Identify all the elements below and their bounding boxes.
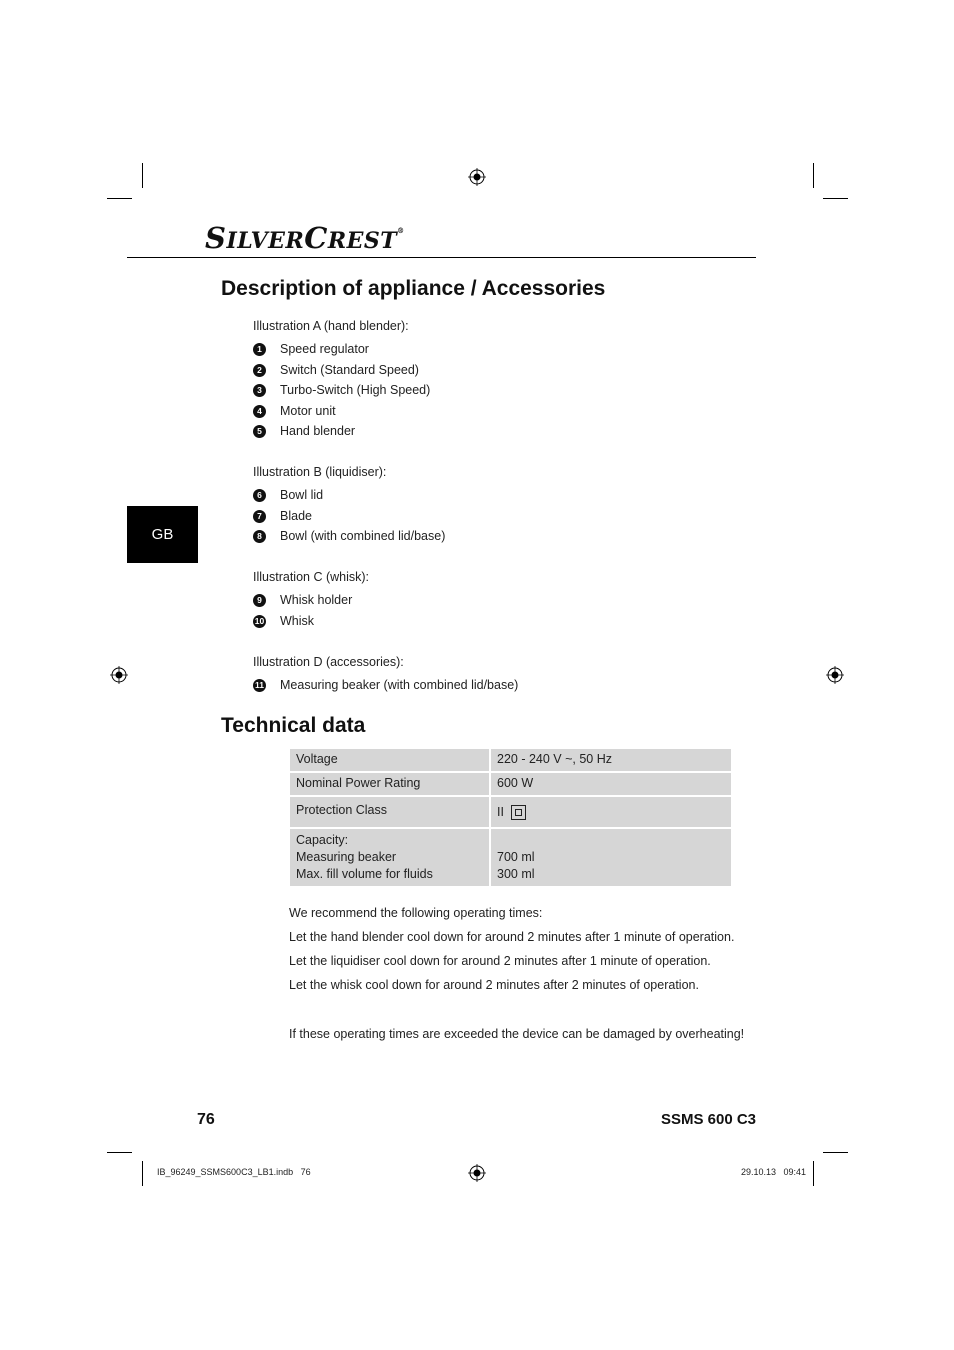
- table-cell-label: [290, 829, 489, 886]
- part-number-badge: 2: [253, 364, 266, 377]
- section-title: Technical data: [221, 714, 366, 737]
- part-label: Bowl (with combined lid/base): [280, 529, 446, 543]
- part-label: Whisk holder: [280, 593, 353, 607]
- operating-note: Let the hand blender cool down for around 2 minutes after 1 minute of operation.: [289, 930, 735, 944]
- crop-mark: [823, 1152, 848, 1153]
- part-number-badge: 5: [253, 425, 266, 438]
- crop-mark: [142, 163, 143, 188]
- part-label: Bowl lid: [280, 488, 324, 502]
- part-number-badge: 8: [253, 530, 266, 543]
- illustration-heading: Illustration C (whisk):: [253, 570, 369, 584]
- illustration-heading: Illustration A (hand blender):: [253, 319, 409, 333]
- capacity-value: 300 ml: [497, 867, 535, 881]
- operating-note: Let the whisk cool down for around 2 minutes after 2 minutes of operation.: [289, 978, 699, 992]
- table-row: [290, 829, 731, 886]
- double-insulation-icon: [511, 805, 526, 820]
- crop-mark: [107, 198, 132, 199]
- capacity-value: [497, 832, 725, 849]
- part-label: Switch (Standard Speed): [280, 362, 419, 377]
- table-row: [290, 797, 731, 827]
- part-label: Measuring beaker (with combined lid/base): [280, 678, 519, 692]
- part-label: Speed regulator: [280, 342, 369, 356]
- crop-mark: [813, 1161, 814, 1186]
- technical-data-table: [290, 749, 731, 888]
- crop-mark: [107, 1152, 132, 1153]
- part-label: Blade: [280, 508, 312, 523]
- registration-mark-icon: [468, 1164, 486, 1182]
- part-label: Motor unit: [280, 403, 336, 418]
- model-number: SSMS 600 C3: [660, 1111, 756, 1128]
- capacity-label: Capacity:: [296, 833, 349, 847]
- page-number: 76: [197, 1111, 215, 1128]
- part-number-badge: 3: [253, 384, 266, 397]
- table-cell-label: Nominal Power Rating: [290, 773, 489, 795]
- capacity-sublabel: Max. fill volume for fluids: [296, 867, 433, 881]
- table-cell-label: Protection Class: [290, 797, 489, 827]
- illustration-heading: Illustration D (accessories):: [253, 655, 404, 669]
- table-cell-value: [491, 797, 731, 827]
- crop-mark: [813, 163, 814, 188]
- header-rule: [127, 257, 756, 258]
- registration-mark-icon: [826, 666, 844, 684]
- language-tab: GB: [127, 506, 198, 563]
- crop-mark: [823, 198, 848, 199]
- part-label: Turbo-Switch (High Speed): [280, 383, 431, 397]
- table-cell-value: 220 - 240 V ~, 50 Hz: [491, 749, 731, 771]
- section-title: Description of appliance / Accessories: [221, 277, 606, 300]
- capacity-sublabel: Measuring beaker: [296, 850, 397, 864]
- table-row: [290, 749, 731, 771]
- operating-note: We recommend the following operating times:: [289, 906, 543, 920]
- capacity-value: 700 ml: [497, 850, 535, 864]
- protection-class-value: II: [497, 805, 504, 819]
- table-cell-value: 600 W: [491, 773, 731, 795]
- operating-note: Let the liquidiser cool down for around 2 minutes after 1 minute of operation.: [289, 954, 711, 968]
- illustration-heading: Illustration B (liquidiser):: [253, 465, 387, 479]
- registration-mark-icon: [110, 666, 128, 684]
- brand-logo: SILVERCREST®: [205, 221, 405, 255]
- part-number-badge: 4: [253, 405, 266, 418]
- table-cell-label: Voltage: [290, 749, 489, 771]
- overheating-warning: If these operating times are exceeded the device can be damaged by overheating!: [289, 1027, 745, 1041]
- table-row: [290, 773, 731, 795]
- part-number-badge: 1: [253, 343, 266, 356]
- part-number-badge: 9: [253, 594, 266, 607]
- part-number-badge: 6: [253, 489, 266, 502]
- print-slug-date: 29.10.13 09:41: [740, 1167, 806, 1177]
- crop-mark: [142, 1161, 143, 1186]
- part-number-badge: 7: [253, 510, 266, 523]
- registration-mark-icon: [468, 168, 486, 186]
- print-slug-file: IB_96249_SSMS600C3_LB1.indb 76: [157, 1167, 311, 1177]
- part-label: Whisk: [280, 614, 315, 628]
- part-number-badge: 11: [255, 680, 264, 690]
- part-label: Hand blender: [280, 424, 356, 438]
- part-number-badge: 10: [254, 616, 265, 626]
- table-cell-value: [491, 829, 731, 886]
